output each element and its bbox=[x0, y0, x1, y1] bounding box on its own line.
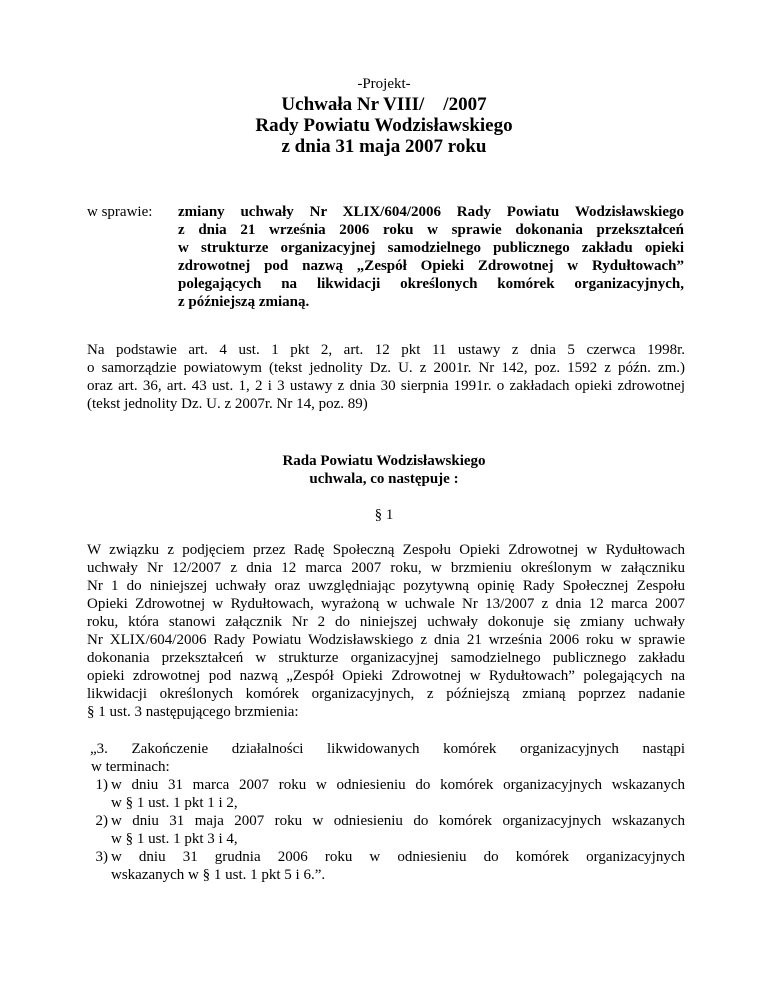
paragraph-line: § 1 ust. 3 następującego brzmienia: bbox=[87, 704, 299, 720]
resolution-clause bbox=[0, 452, 768, 488]
paragraph-line: likwidacji określonych komórek organizacyjnych, z późniejszą zmianą poprzez nadanie bbox=[87, 686, 685, 702]
list-item-number: 1) bbox=[95, 777, 108, 793]
paragraph-line: Nr 1 do niniejszej uchwały oraz uwzględniając pozytywną opinię Rady Społecznej Zespołu bbox=[87, 578, 685, 594]
section-paragraph bbox=[87, 541, 685, 721]
subject-label: w sprawie: bbox=[87, 204, 153, 220]
document-header bbox=[0, 74, 768, 157]
subject-line: z dnia 21 września 2006 roku w sprawie dokonania przekształceń bbox=[178, 222, 684, 238]
legal-basis-line: oraz art. 36, art. 43 ust. 1, 2 i 3 ustawy z dnia 30 sierpnia 1991r. o zakładach opieki zdrowotnej bbox=[87, 378, 685, 394]
list-item-line: w dniu 31 grudnia 2006 roku w odniesieniu do komórek organizacyjnych bbox=[111, 849, 685, 865]
list-item-number: 2) bbox=[95, 813, 108, 829]
legal-basis-line: (tekst jednolity Dz. U. z 2007r. Nr 14, poz. 89) bbox=[87, 396, 368, 412]
legal-basis-line: Na podstawie art. 4 ust. 1 pkt 2, art. 12 pkt 11 ustawy z dnia 5 czerwca 1998r. bbox=[87, 342, 685, 358]
subject-text bbox=[178, 203, 684, 311]
legal-basis bbox=[87, 341, 685, 413]
paragraph-line: dokonania przekształceń w strukturze organizacyjnej samodzielnego publicznego zakładu bbox=[87, 650, 685, 666]
paragraph-line: Opieki Zdrowotnej w Rydułtowach, wyrażoną w uchwale Nr 13/2007 z dnia 12 marca 2007 bbox=[87, 596, 685, 612]
list-item bbox=[90, 848, 685, 884]
legal-basis-line: o samorządzie powiatowym (tekst jednolity Dz. U. z 2001r. Nr 142, poz. 1592 z późn. zm.) bbox=[87, 360, 685, 376]
list-item-line: w § 1 ust. 1 pkt 3 i 4, bbox=[111, 831, 238, 847]
subject-line: polegających na likwidacji określonych komórek organizacyjnych, bbox=[178, 276, 684, 292]
paragraph-line: uchwały Nr 12/2007 z dnia 12 marca 2007 roku, w brzmieniu określonym w załączniku bbox=[87, 560, 685, 576]
resolution-date: z dnia 31 maja 2007 roku bbox=[281, 136, 487, 157]
list-item-number: 3) bbox=[95, 849, 108, 865]
list-item-line: w dniu 31 marca 2007 roku w odniesieniu do komórek organizacyjnych wskazanych bbox=[111, 777, 685, 793]
list-item-line: w dniu 31 maja 2007 roku w odniesieniu do komórek organizacyjnych wskazanych bbox=[111, 813, 685, 829]
resolution-council: Rada Powiatu Wodzisławskiego bbox=[282, 453, 486, 469]
section-heading: § 1 bbox=[374, 507, 394, 523]
list-item bbox=[90, 776, 685, 812]
council-name: Rady Powiatu Wodzisławskiego bbox=[255, 115, 513, 136]
paragraph-line: roku, która stanowi załącznik Nr 2 do niniejszej uchwały dokonuje się zmiany uchwały bbox=[87, 614, 685, 630]
resolution-decides: uchwala, co następuje : bbox=[309, 471, 459, 487]
list-item-line: wskazanych w § 1 ust. 1 pkt 5 i 6.”. bbox=[111, 867, 326, 883]
paragraph-line: W związku z podjęciem przez Radę Społeczną Zespołu Opieki Zdrowotnej w Rydułtowach bbox=[87, 542, 685, 558]
projekt-label: -Projekt- bbox=[357, 76, 411, 92]
list-item bbox=[90, 812, 685, 848]
resolution-title: Uchwała Nr VIII/ /2007 bbox=[281, 94, 487, 115]
quote-first-line: „3. Zakończenie działalności likwidowanych komórek organizacyjnych nastąpi bbox=[90, 741, 685, 757]
subject-line: z późniejszą zmianą. bbox=[178, 294, 310, 310]
paragraph-line: opieki zdrowotnej pod nazwą „Zespół Opieki Zdrowotnej w Rydułtowach” polegających na bbox=[87, 668, 685, 684]
subject-line: zdrowotnej pod nazwą „Zespół Opieki Zdrowotnej w Rydułtowach” bbox=[178, 258, 684, 274]
subject-line: w strukturze organizacyjnej samodzielnego publicznego zakładu opieki bbox=[178, 240, 684, 256]
quote-second-line: w terminach: bbox=[91, 759, 170, 775]
paragraph-line: Nr XLIX/604/2006 Rady Powiatu Wodzisławskiego z dnia 21 września 2006 roku w sprawie bbox=[87, 632, 685, 648]
quoted-provision bbox=[90, 740, 685, 884]
subject-line: zmiany uchwały Nr XLIX/604/2006 Rady Powiatu Wodzisławskiego bbox=[178, 204, 684, 220]
list-item-line: w § 1 ust. 1 pkt 1 i 2, bbox=[111, 795, 238, 811]
